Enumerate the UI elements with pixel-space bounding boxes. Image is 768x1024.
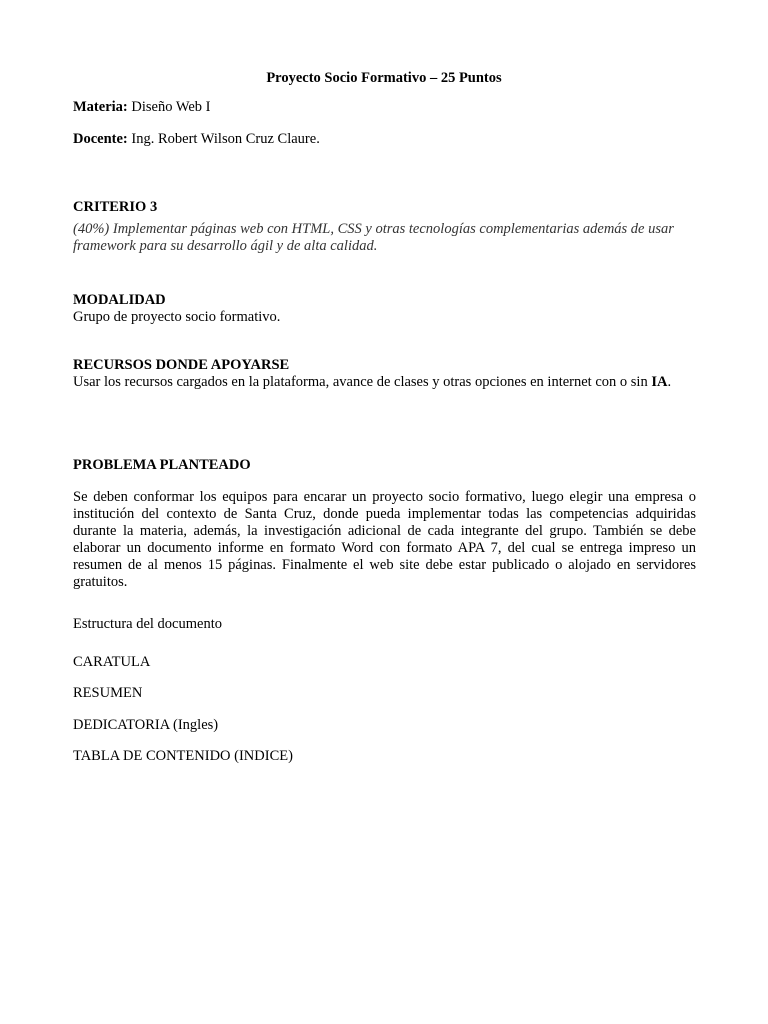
estructura-label: Estructura del documento [73, 616, 222, 632]
criterio-description [73, 221, 695, 255]
criterio-percent: (40%) [73, 221, 110, 237]
docente-label: Docente: [73, 131, 128, 147]
modalidad-text: Grupo de proyecto socio formativo. [73, 309, 281, 325]
recursos-text-end: . [667, 374, 672, 390]
recursos-text [73, 374, 696, 391]
document-title: Proyecto Socio Formativo – 25 Puntos [266, 70, 502, 86]
criterio-text: Implementar páginas web con HTML, CSS y otras tecnologías complementarias además de usar framework para su desarrollo ágil y de alta calidad. [73, 221, 674, 254]
problema-paragraph: Se deben conformar los equipos para encarar un proyecto socio formativo, luego elegir una empresa o institución del contexto de Santa Cruz, donde pueda implementar todas las competencias adquiridas durante la materia, además, la investigación adicional de cada integrante del grupo. También se debe elaborar un documento informe en formato Word con formato APA 7, del cual se entrega impreso un resumen de al menos 15 páginas. Finalmente el web site debe estar publicado o alojado en servidores gratuitos. [73, 489, 696, 590]
recursos-text-ia: IA [651, 374, 668, 390]
estructura-item: TABLA DE CONTENIDO (INDICE) [73, 748, 293, 764]
docente-value: Ing. Robert Wilson Cruz Claure. [131, 131, 320, 147]
materia-label: Materia: [73, 99, 128, 115]
estructura-item: CARATULA [73, 654, 151, 670]
materia-value: Diseño Web I [131, 99, 211, 115]
criterio-heading: CRITERIO 3 [73, 199, 158, 215]
estructura-item: DEDICATORIA (Ingles) [73, 717, 219, 733]
modalidad-heading: MODALIDAD [73, 292, 166, 308]
recursos-text-main: Usar los recursos cargados en la plataforma, avance de clases y otras opciones en internet con o sin [73, 374, 648, 390]
estructura-item: RESUMEN [73, 685, 143, 701]
materia-line [73, 99, 210, 116]
recursos-heading: RECURSOS DONDE APOYARSE [73, 357, 290, 373]
docente-line [73, 131, 320, 148]
problema-heading: PROBLEMA PLANTEADO [73, 457, 251, 473]
